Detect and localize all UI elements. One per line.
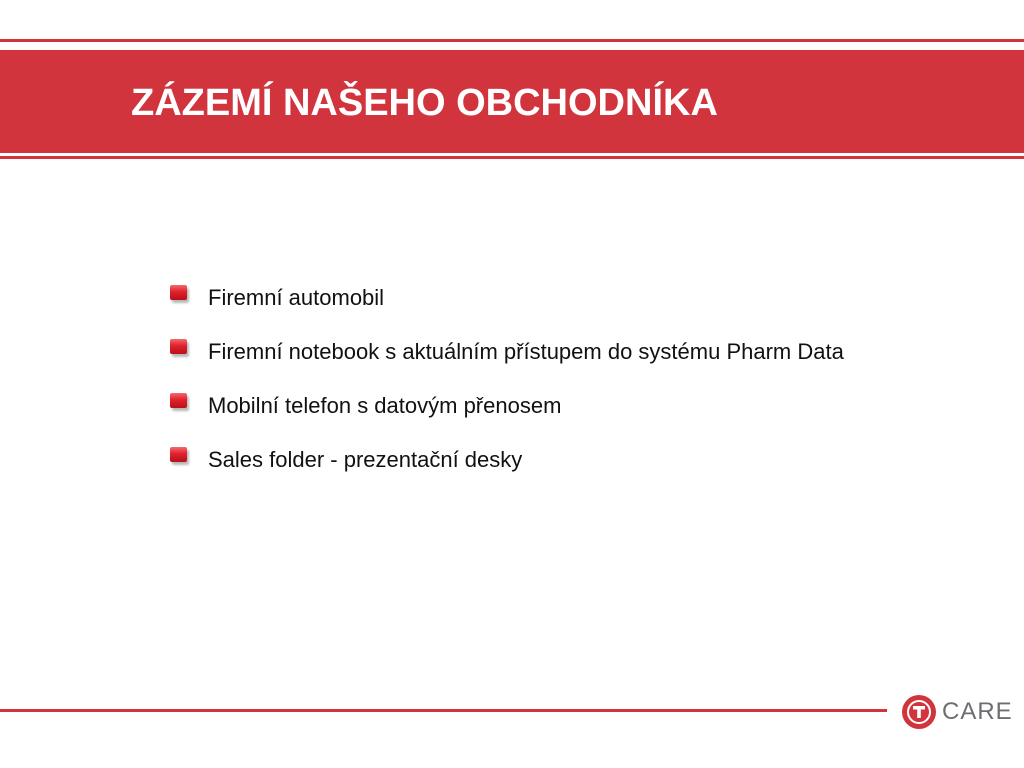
footer-rule — [0, 709, 887, 712]
bullet-text: Sales folder - prezentační desky — [208, 447, 523, 472]
bullet-square-icon — [170, 285, 187, 300]
care-logo — [902, 694, 1013, 730]
list-item — [168, 282, 888, 314]
bullet-square-icon — [170, 393, 187, 408]
bullet-square-icon — [170, 339, 187, 354]
bullet-list — [168, 282, 888, 476]
t-circle-icon — [902, 695, 936, 729]
list-item — [168, 390, 888, 422]
list-item — [168, 444, 888, 476]
t-glyph-icon — [907, 700, 931, 724]
header-top-rule — [0, 39, 1024, 42]
bullet-text: Firemní automobil — [208, 285, 385, 310]
list-item — [168, 336, 888, 368]
header-bottom-rule — [0, 156, 1024, 159]
logo-text: CARE — [942, 698, 1013, 725]
slide-title: ZÁZEMÍ NAŠEHO OBCHODNÍKA — [131, 82, 718, 124]
bullet-text: Mobilní telefon s datovým přenosem — [208, 393, 562, 418]
bullet-text: Firemní notebook s aktuálním přístupem do systému Pharm Data — [208, 339, 844, 364]
bullet-square-icon — [170, 447, 187, 462]
